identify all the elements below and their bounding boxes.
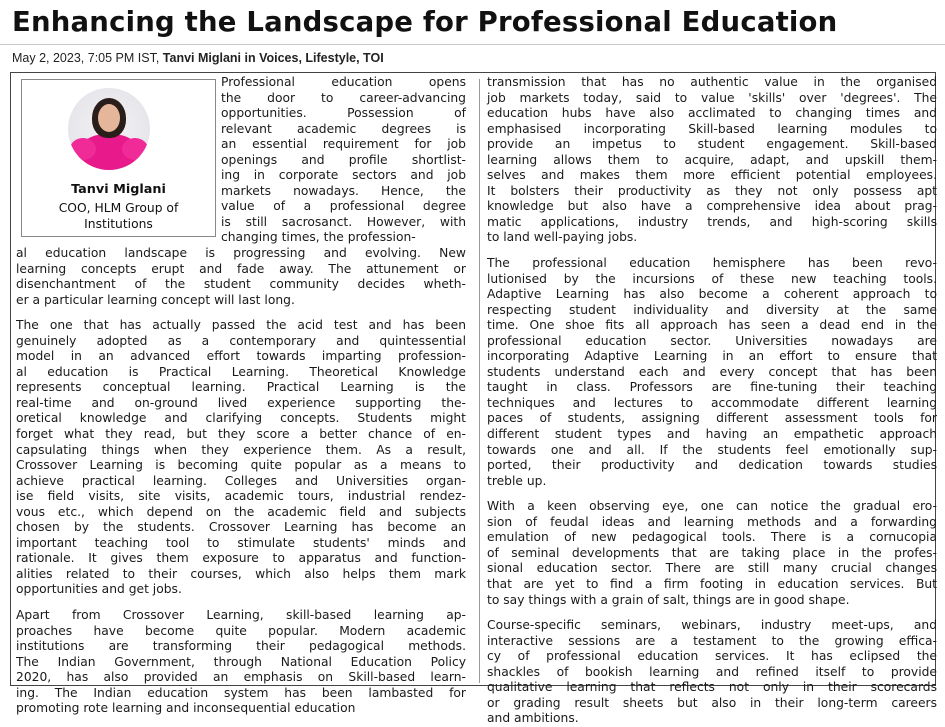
text-line: interactive sessions are a testament to the growing effica-	[487, 633, 937, 648]
text-line: genuinely adopted as a contemporary and quintessential	[16, 333, 466, 348]
text-line: time. One shoe fits all approach has seen a dead end in the	[487, 318, 937, 333]
right-column	[487, 75, 937, 727]
author-avatar	[68, 88, 150, 170]
text-line: provide an impetus to student engagement. Skill-based	[487, 137, 937, 152]
intro-paragraph-wrap	[221, 75, 466, 246]
text-line: openings and profile shortlist-	[221, 152, 466, 167]
text-line: cy of professional education services. It has eclipsed the	[487, 649, 937, 664]
intro-paragraph-rest	[16, 246, 466, 308]
text-line: er a particular learning concept will last long.	[16, 292, 295, 307]
text-line: or grading result sheets but also in their long-term careers	[487, 695, 937, 710]
text-line: learning allows them to acquire, adapt, and upskill them-	[487, 152, 937, 167]
left-paragraphs	[16, 246, 466, 717]
text-line: shackles of bookish learning and refined itself to provide	[487, 664, 937, 679]
text-line: chosen by the students. Crossover Learning has become an	[16, 520, 466, 535]
text-line: relevant academic degrees is	[221, 121, 466, 136]
text-line: forget what they read, but they score a better chance of en-	[16, 427, 466, 442]
text-line: promoting rote learning and inconsequential education	[16, 701, 356, 716]
article-frame	[10, 72, 937, 726]
text-line: The professional education hemisphere has been revo-	[487, 256, 937, 271]
text-line: the door to career-advancing	[221, 90, 466, 105]
text-line: rationale. It gives them exposure to apparatus and function-	[16, 551, 466, 566]
text-line: al education is Practical Learning. Theoretical Knowledge	[16, 364, 466, 379]
text-line: Apart from Crossover Learning, skill-based learning ap-	[16, 608, 466, 623]
text-line: techniques and lectures to accommodate different learning	[487, 395, 937, 410]
author-profile-card	[21, 79, 216, 237]
text-line: opportunities and get jobs.	[16, 582, 182, 597]
article-dateline	[12, 51, 932, 65]
text-line: opportunities. Possession of	[221, 106, 466, 121]
text-line: changing times, the profession-	[221, 230, 416, 245]
text-line: al education landscape is progressing and evolving. New	[16, 246, 466, 260]
text-line: incorporating Adaptive Learning in an effort to ensure that	[487, 349, 937, 364]
text-line: ported, their productivity and dedication towards studies	[487, 458, 937, 473]
text-line: to say things with a grain of salt, things are in good shape.	[487, 592, 850, 607]
text-line: model in an advanced effort towards imparting profession-	[16, 349, 466, 364]
column-divider	[479, 79, 480, 683]
byline-link[interactable]: Tanvi Miglani in Voices, Lifestyle, TOI	[162, 51, 384, 65]
text-line: towards one and all. If the students feel emotionally sup-	[487, 442, 937, 457]
text-line: knowledge but also have a comprehensive idea about prag-	[487, 199, 937, 214]
text-line: taught in class. Professors are fine-tuning their teaching	[487, 380, 937, 395]
text-line: professional education sector. Universities nowadays are	[487, 333, 937, 348]
text-line: Crossover Learning is becoming quite popular as a means to	[16, 458, 466, 473]
text-line: that are yet to find a firm footing in education services. But	[487, 576, 937, 591]
text-line: different student types and having an empathetic approach	[487, 427, 937, 442]
text-line: 2020, has also provided an emphasis on Skill-based learn-	[16, 670, 466, 685]
text-line: alities related to their courses, which also helps them mark	[16, 566, 466, 581]
text-line: oretical knowledge and clarifying concepts. Students might	[16, 411, 466, 426]
text-line: capsulating things when they experience them. As a result,	[16, 442, 466, 457]
text-line: and ambitions.	[487, 711, 579, 726]
text-line: treble up.	[487, 473, 547, 488]
text-line: ing in corporate sectors and job	[221, 168, 466, 183]
text-line: matic applications, industry trends, and high-scoring skills	[487, 214, 937, 229]
skill-based-paragraph	[16, 608, 466, 717]
text-line: disenchantment of the student community decides wheth-	[16, 277, 466, 292]
text-line: to land well-paying jobs.	[487, 230, 638, 245]
text-line: proaches have become quite popular. Modern academic	[16, 623, 466, 638]
text-line: ing. The Indian education system has been lambasted for	[16, 685, 466, 700]
text-line: lutionised by the incursions of these new teaching tools.	[487, 271, 937, 286]
text-line: learning concepts erupt and fade away. The attunement or	[16, 261, 466, 276]
text-line: The Indian Government, through National Education Policy	[16, 654, 466, 669]
text-line: Course-specific seminars, webinars, industry meet-ups, and	[487, 618, 937, 633]
text-line: emphasised incorporating Skill-based learning modules to	[487, 121, 937, 136]
adaptive-learning-paragraph	[487, 256, 937, 489]
text-line: students understand each and every concept that has been	[487, 364, 937, 379]
text-line: institutions are transforming their pedagogical methods.	[16, 639, 466, 654]
text-line: value of a professional degree	[221, 199, 466, 214]
headline-rule	[0, 44, 945, 45]
text-line: emulation of new pedagogical tools. There is a cornucopia	[487, 530, 937, 545]
text-line: With a keen observing eye, one can notice the gradual ero-	[487, 499, 937, 514]
seminars-paragraph	[487, 618, 937, 727]
text-line: Adaptive Learning has also become a coherent approach to	[487, 287, 937, 302]
text-line: important teaching tool to stimulate students' minds and	[16, 535, 466, 550]
text-line: ise field visits, site visits, academic tours, industrial rendez-	[16, 489, 466, 504]
text-line: The one that has actually passed the acid test and has been	[16, 318, 466, 333]
text-line: real-time and on-ground lived experience supporting the-	[16, 395, 466, 410]
feudal-ideas-paragraph	[487, 499, 937, 608]
text-line: represents conceptual learning. Practical Learning is the	[16, 380, 466, 395]
text-line: is still sacrosanct. However, with	[221, 214, 466, 229]
text-line: It bolsters their productivity as they not only possess apt	[487, 183, 937, 198]
article-headline: Enhancing the Landscape for Professional Education	[12, 6, 838, 38]
text-line: selves and makes them more efficient potential employees.	[487, 168, 937, 183]
text-line: Professional education opens	[221, 75, 466, 89]
left-column	[16, 73, 466, 716]
text-line: achieve practical learning. Colleges and Universities organ-	[16, 473, 466, 488]
text-line: an essential requirement for job	[221, 137, 466, 152]
text-line: education hubs have also acclimated to changing times and	[487, 106, 937, 121]
author-name: Tanvi Miglani	[71, 182, 166, 197]
text-line: transmission that has no authentic value in the organised	[487, 75, 937, 89]
publish-date: May 2, 2023, 7:05 PM IST,	[12, 51, 160, 65]
text-line: sional education sector. There are still many crucial changes	[487, 561, 937, 576]
practical-learning-paragraph	[16, 318, 466, 598]
text-line: of seminal developments that are taking place in the profes-	[487, 545, 937, 560]
text-line: markets nowadays. Hence, the	[221, 183, 466, 198]
text-line: qualitative learning that reflects not only in their scorecards	[487, 680, 937, 695]
text-line: job markets today, said to value 'skills' over 'degrees'. The	[487, 90, 937, 105]
author-title: COO, HLM Group of Institutions	[58, 201, 179, 231]
text-line: sion of feudal ideas and learning methods and a forwarding	[487, 514, 937, 529]
text-line: paces of students, assigning different assessment tools for	[487, 411, 937, 426]
skills-continuation-paragraph	[487, 75, 937, 246]
text-line: respecting student individuality and diversity at the same	[487, 302, 937, 317]
text-line: vous etc., which depend on the academic field and subjects	[16, 504, 466, 519]
